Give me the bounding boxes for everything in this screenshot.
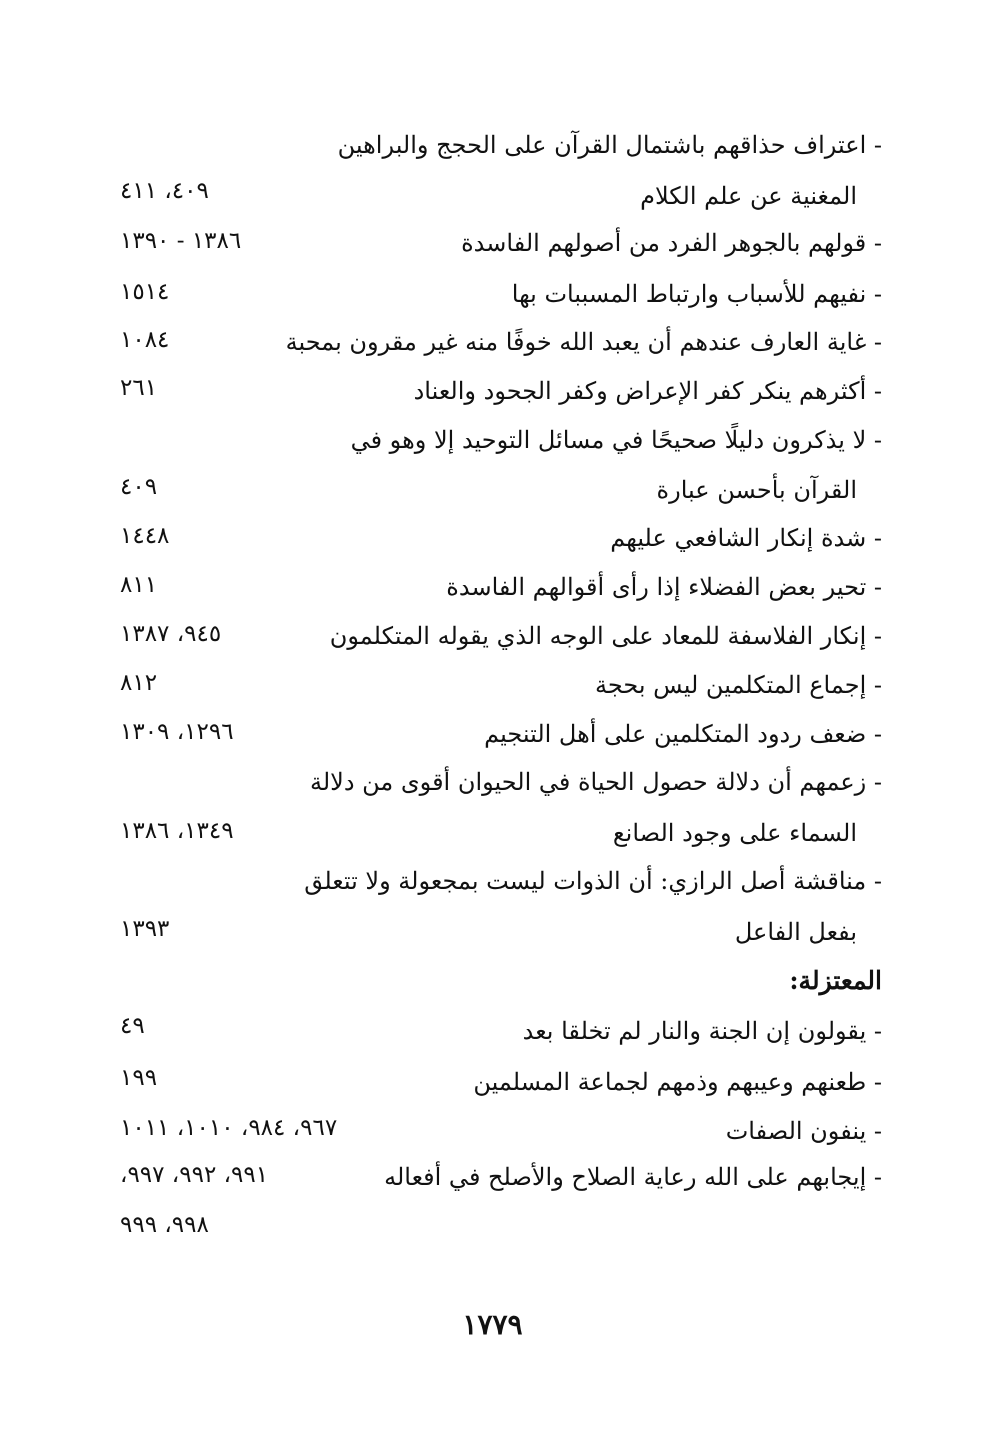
index-entry-pages: ١٣٨٦ - ١٣٩٠ [120,228,242,254]
index-entry-pages: ١٩٩ [120,1065,158,1091]
index-entry-continuation: السماء على وجود الصانع [612,819,857,847]
index-entry-text: - شدة إنكار الشافعي عليهم [610,524,882,552]
index-entry-text: - تحير بعض الفضلاء إذا رأى أقوالهم الفاسدة [446,573,882,601]
index-entry-pages: ٢٦١ [120,375,158,401]
index-entry-pages: ٩٩١، ٩٩٢، ٩٩٧، [120,1162,269,1188]
index-entry-pages: ١٥١٤ [120,279,170,305]
index-entry-text: - نفيهم للأسباب وارتباط المسببات بها [511,280,882,308]
index-entry-text: - يقولون إن الجنة والنار لم تخلقا بعد [522,1017,882,1045]
index-entry-continuation: بفعل الفاعل [734,918,857,946]
index-entry-text: - قولهم بالجوهر الفرد من أصولهم الفاسدة [461,229,882,257]
index-entry-text: - مناقشة أصل الرازي: أن الذوات ليست بمجعولة ولا تتعلق [304,867,882,895]
section-heading: المعتزلة: [789,966,882,995]
index-entry-pages: ١٣٩٣ [120,916,170,942]
index-entry-text: - إنكار الفلاسفة للمعاد على الوجه الذي يقوله المتكلمون [329,622,882,650]
index-entry-text: - إيجابهم على الله رعاية الصلاح والأصلح في أفعاله [384,1163,882,1191]
index-entry-pages: ٤٠٩، ٤١١ [120,178,209,204]
index-entry-pages: ٨١٢ [120,670,158,696]
index-entry-pages: ٤٠٩ [120,474,158,500]
index-entry-pages: ٩٤٥، ١٣٨٧ [120,621,222,647]
index-entry-text: - غاية العارف عندهم أن يعبد الله خوفًا منه غير مقرون بمحبة [285,328,882,356]
index-entry-continuation: القرآن بأحسن عبارة [656,476,857,504]
index-entry-continuation: المغنية عن علم الكلام [640,182,857,210]
index-entry-text: - طعنهم وعيبهم وذمهم لجماعة المسلمين [473,1068,882,1096]
index-entry-text: - إجماع المتكلمين ليس بحجة [594,671,882,699]
index-entry-text: - اعتراف حذاقهم باشتمال القرآن على الحجج والبراهين [337,131,882,159]
index-entry-pages: ١٣٤٩، ١٣٨٦ [120,818,234,844]
page-number: ١٧٧٩ [462,1308,523,1341]
index-entry-text: - لا يذكرون دليلًا صحيحًا في مسائل التوحيد إلا وهو في [350,426,882,454]
index-entry-text: - ضعف ردود المتكلمين على أهل التنجيم [484,720,882,748]
index-entry-text: - ينفون الصفات [725,1117,882,1145]
index-entry-pages: ٩٦٧، ٩٨٤، ١٠١٠، ١٠١١ [120,1115,338,1141]
index-entry-pages: ٤٩ [120,1013,145,1039]
index-entry-pages: ١٤٤٨ [120,523,170,549]
index-entry-text: - أكثرهم ينكر كفر الإعراض وكفر الجحود والعناد [413,377,882,405]
index-entry-pages-continuation: ٩٩٨، ٩٩٩ [120,1212,209,1238]
index-entry-text: - زعمهم أن دلالة حصول الحياة في الحيوان أقوى من دلالة [309,768,882,796]
index-entry-pages: ٨١١ [120,572,158,598]
index-entry-pages: ١٠٨٤ [120,327,170,353]
index-entry-pages: ١٢٩٦، ١٣٠٩ [120,719,234,745]
